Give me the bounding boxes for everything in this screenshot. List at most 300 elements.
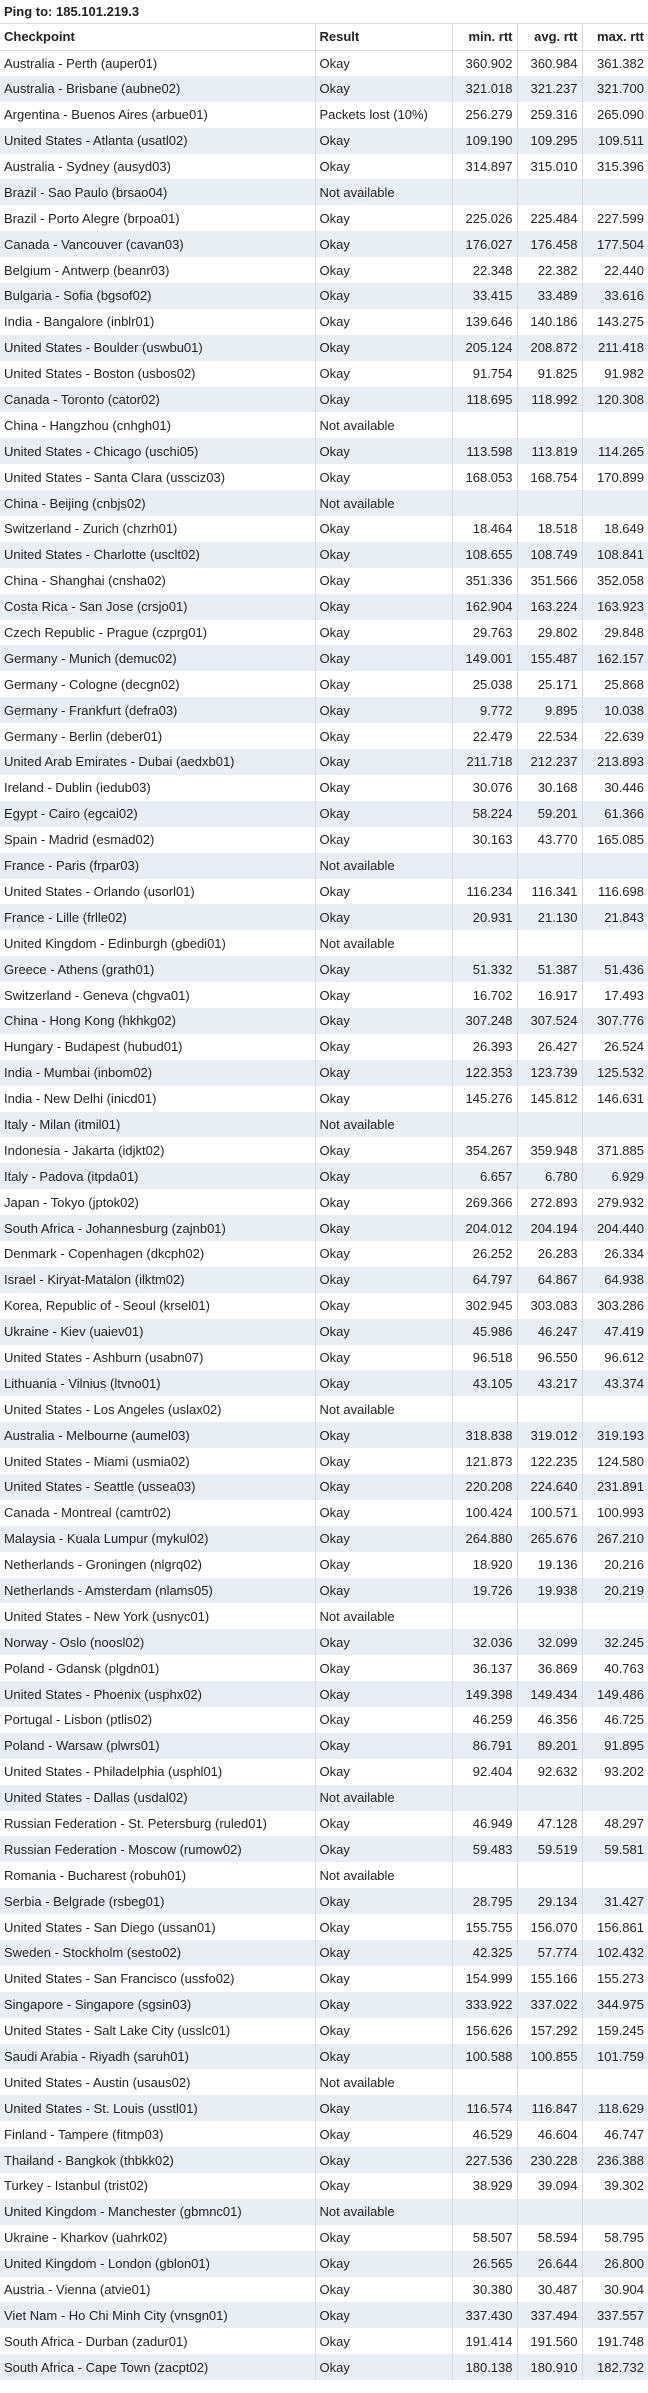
table-row: [0, 542, 648, 568]
cell-checkpoint: United States - Charlotte (usclt02): [0, 542, 315, 568]
cell-avg-rtt: 9.895: [517, 697, 582, 723]
cell-avg-rtt: 321.237: [517, 76, 582, 102]
cell-avg-rtt: 208.872: [517, 335, 582, 361]
cell-avg-rtt: 25.171: [517, 671, 582, 697]
cell-result: Okay: [315, 723, 452, 749]
table-row: [0, 749, 648, 775]
cell-avg-rtt: 155.166: [517, 1966, 582, 1992]
cell-result: Okay: [315, 76, 452, 102]
table-row: [0, 930, 648, 956]
table-row: [0, 1396, 648, 1422]
cell-result: Okay: [315, 1163, 452, 1189]
table-row: [0, 1914, 648, 1940]
table-row: [0, 2044, 648, 2070]
cell-min-rtt: 59.483: [452, 1836, 517, 1862]
cell-max-rtt: 25.868: [604, 676, 644, 692]
cell-min-rtt: 354.267: [452, 1137, 517, 1163]
cell-max-rtt: 227.599: [597, 210, 644, 226]
table-row: [0, 205, 648, 231]
cell-result: Okay: [315, 827, 452, 853]
cell-max-rtt: 48.297: [604, 1816, 644, 1831]
cell-avg-rtt: 30.487: [517, 2277, 582, 2303]
cell-max-rtt: 64.938: [604, 1272, 644, 1288]
table-row: [0, 1112, 648, 1138]
cell-max-rtt: 344.975: [597, 1997, 644, 2013]
table-row: [0, 2069, 648, 2095]
table-row: [0, 1345, 648, 1371]
header-max-rtt: max. rtt: [582, 24, 648, 50]
table-row: [0, 1319, 648, 1345]
cell-checkpoint: United Kingdom - Manchester (gbmnc01): [0, 2199, 315, 2225]
cell-result: Not available: [315, 930, 452, 956]
cell-avg-rtt: 319.012: [517, 1422, 582, 1448]
cell-min-rtt: 211.718: [452, 749, 517, 775]
cell-result: Okay: [315, 335, 452, 361]
cell-result: Okay: [315, 542, 452, 568]
table-row: [0, 2018, 648, 2044]
cell-checkpoint: Poland - Warsaw (plwrs01): [0, 1733, 315, 1759]
cell-max-rtt: [582, 2069, 648, 2095]
cell-avg-rtt: 145.812: [517, 1086, 582, 1112]
cell-max-rtt: 33.616: [604, 288, 644, 304]
table-row: [0, 1888, 648, 1914]
table-row: [0, 1681, 648, 1707]
cell-checkpoint: Sweden - Stockholm (sesto02): [0, 1940, 315, 1966]
cell-min-rtt: 92.404: [452, 1759, 517, 1785]
cell-max-rtt: 22.440: [604, 262, 644, 278]
cell-result: Okay: [315, 2302, 452, 2328]
table-row: [0, 1940, 648, 1966]
cell-avg-rtt: [517, 2199, 582, 2225]
table-row: [0, 2147, 648, 2173]
cell-min-rtt: 18.920: [452, 1552, 517, 1578]
cell-avg-rtt: 351.566: [517, 568, 582, 594]
cell-min-rtt: 220.208: [452, 1474, 517, 1500]
cell-max-rtt: 211.418: [597, 340, 644, 356]
cell-checkpoint: Thailand - Bangkok (thbkk02): [0, 2147, 315, 2173]
cell-result: Okay: [315, 1422, 452, 1448]
cell-avg-rtt: 118.992: [517, 387, 582, 413]
table-row: [0, 1293, 648, 1319]
cell-avg-rtt: 91.825: [517, 361, 582, 387]
cell-avg-rtt: 157.292: [517, 2018, 582, 2044]
cell-max-rtt: 371.885: [597, 1142, 644, 1158]
cell-checkpoint: India - Mumbai (inbom02): [0, 1060, 315, 1086]
cell-min-rtt: 264.880: [452, 1526, 517, 1552]
cell-checkpoint: Serbia - Belgrade (rsbeg01): [0, 1888, 315, 1914]
table-row: [0, 645, 648, 671]
cell-max-rtt: 303.286: [597, 1298, 644, 1314]
cell-max-rtt: 51.436: [604, 961, 644, 977]
cell-avg-rtt: 140.186: [517, 309, 582, 335]
cell-min-rtt: 149.398: [452, 1681, 517, 1707]
cell-checkpoint: Germany - Munich (demuc02): [0, 645, 315, 671]
cell-min-rtt: 321.018: [452, 76, 517, 102]
cell-result: Not available: [315, 1396, 452, 1422]
cell-avg-rtt: [517, 412, 582, 438]
cell-min-rtt: 19.726: [452, 1578, 517, 1604]
table-row: [0, 1862, 648, 1888]
table-row: [0, 1500, 648, 1526]
cell-avg-rtt: 43.217: [517, 1370, 582, 1396]
cell-min-rtt: 156.626: [452, 2018, 517, 2044]
cell-checkpoint: Switzerland - Zurich (chzrh01): [0, 516, 315, 542]
cell-max-rtt: 213.893: [597, 754, 644, 770]
cell-min-rtt: 58.507: [452, 2225, 517, 2251]
table-row: [0, 2121, 648, 2147]
cell-checkpoint: China - Hangzhou (cnhgh01): [0, 412, 315, 438]
table-row: [0, 438, 648, 464]
cell-checkpoint: United States - Boston (usbos02): [0, 361, 315, 387]
cell-checkpoint: United States - San Diego (ussan01): [0, 1914, 315, 1940]
table-row: [0, 853, 648, 879]
table-row: [0, 128, 648, 154]
cell-max-rtt: 26.334: [604, 1246, 644, 1262]
cell-avg-rtt: 204.194: [517, 1215, 582, 1241]
cell-max-rtt: 39.302: [604, 2178, 644, 2194]
cell-max-rtt: 6.929: [611, 1168, 644, 1184]
table-row: [0, 1836, 648, 1862]
cell-checkpoint: Israel - Kiryat-Matalon (ilktm02): [0, 1267, 315, 1293]
cell-min-rtt: 307.248: [452, 1008, 517, 1034]
cell-checkpoint: United States - New York (usnyc01): [0, 1603, 315, 1629]
cell-avg-rtt: 230.228: [517, 2147, 582, 2173]
cell-checkpoint: China - Hong Kong (hkhkg02): [0, 1008, 315, 1034]
cell-max-rtt: 31.427: [604, 1893, 644, 1909]
cell-checkpoint: United States - Miami (usmia02): [0, 1448, 315, 1474]
cell-max-rtt: 116.698: [597, 883, 644, 899]
cell-max-rtt: 231.891: [597, 1479, 644, 1495]
cell-checkpoint: United States - Santa Clara (ussciz03): [0, 464, 315, 490]
cell-max-rtt: 124.580: [597, 1453, 644, 1469]
cell-result: Okay: [315, 1034, 452, 1060]
cell-max-rtt: 191.748: [597, 2333, 644, 2349]
cell-avg-rtt: 176.458: [517, 231, 582, 257]
cell-avg-rtt: 64.867: [517, 1267, 582, 1293]
table-row: [0, 1811, 648, 1837]
cell-checkpoint: South Africa - Johannesburg (zajnb01): [0, 1215, 315, 1241]
cell-max-rtt: 165.085: [597, 832, 644, 848]
cell-result: Okay: [315, 2328, 452, 2354]
cell-max-rtt: 17.493: [604, 987, 644, 1003]
cell-avg-rtt: 51.387: [517, 956, 582, 982]
cell-min-rtt: 96.518: [452, 1345, 517, 1371]
cell-min-rtt: 26.565: [452, 2251, 517, 2277]
cell-result: Okay: [315, 438, 452, 464]
cell-result: Okay: [315, 2225, 452, 2251]
cell-avg-rtt: [517, 1603, 582, 1629]
cell-avg-rtt: 149.434: [517, 1681, 582, 1707]
cell-max-rtt: 159.245: [597, 2023, 644, 2039]
table-row: [0, 516, 648, 542]
table-row: [0, 1370, 648, 1396]
cell-checkpoint: United States - Seattle (ussea03): [0, 1474, 315, 1500]
cell-max-rtt: 108.841: [597, 547, 644, 563]
cell-result: Okay: [315, 1940, 452, 1966]
cell-max-rtt: 29.848: [604, 625, 644, 641]
table-row: [0, 1267, 648, 1293]
cell-avg-rtt: [517, 1112, 582, 1138]
cell-checkpoint: Hungary - Budapest (hubud01): [0, 1034, 315, 1060]
cell-min-rtt: 6.657: [452, 1163, 517, 1189]
cell-avg-rtt: 307.524: [517, 1008, 582, 1034]
cell-min-rtt: 113.598: [452, 438, 517, 464]
cell-result: Not available: [315, 1112, 452, 1138]
cell-avg-rtt: 26.644: [517, 2251, 582, 2277]
cell-avg-rtt: 19.136: [517, 1552, 582, 1578]
cell-checkpoint: Norway - Oslo (noosl02): [0, 1629, 315, 1655]
cell-min-rtt: 176.027: [452, 231, 517, 257]
cell-checkpoint: United States - Salt Lake City (usslc01): [0, 2018, 315, 2044]
cell-max-rtt: [582, 1396, 648, 1422]
cell-min-rtt: 100.424: [452, 1500, 517, 1526]
cell-max-rtt: 47.419: [604, 1324, 644, 1340]
table-row: [0, 102, 648, 128]
cell-checkpoint: India - New Delhi (inicd01): [0, 1086, 315, 1112]
cell-checkpoint: Italy - Padova (itpda01): [0, 1163, 315, 1189]
cell-avg-rtt: 259.316: [517, 102, 582, 128]
cell-min-rtt: 22.348: [452, 257, 517, 283]
table-row: [0, 335, 648, 361]
cell-result: Okay: [315, 1836, 452, 1862]
cell-result: Okay: [315, 50, 452, 76]
cell-result: Okay: [315, 594, 452, 620]
cell-checkpoint: Switzerland - Geneva (chgva01): [0, 982, 315, 1008]
table-row: [0, 827, 648, 853]
cell-avg-rtt: 18.518: [517, 516, 582, 542]
cell-result: Okay: [315, 2251, 452, 2277]
cell-max-rtt: 22.639: [604, 728, 644, 744]
cell-avg-rtt: 96.550: [517, 1345, 582, 1371]
cell-min-rtt: 46.949: [452, 1811, 517, 1837]
cell-max-rtt: 143.275: [597, 314, 644, 330]
cell-max-rtt: 93.202: [604, 1764, 644, 1780]
cell-result: Okay: [315, 1629, 452, 1655]
cell-max-rtt: 146.631: [597, 1091, 644, 1107]
cell-checkpoint: Lithuania - Vilnius (ltvno01): [0, 1370, 315, 1396]
cell-max-rtt: 114.265: [597, 443, 644, 459]
cell-result: Okay: [315, 671, 452, 697]
cell-checkpoint: Ireland - Dublin (iedub03): [0, 775, 315, 801]
cell-avg-rtt: 113.819: [517, 438, 582, 464]
cell-min-rtt: 360.902: [452, 50, 517, 76]
cell-max-rtt: 30.904: [604, 2282, 644, 2298]
cell-min-rtt: 91.754: [452, 361, 517, 387]
cell-result: Okay: [315, 775, 452, 801]
cell-checkpoint: United Kingdom - Edinburgh (gbedi01): [0, 930, 315, 956]
cell-result: Okay: [315, 1552, 452, 1578]
cell-result: Okay: [315, 2277, 452, 2303]
cell-min-rtt: 32.036: [452, 1629, 517, 1655]
cell-min-rtt: 145.276: [452, 1086, 517, 1112]
cell-avg-rtt: [517, 1785, 582, 1811]
cell-result: Okay: [315, 1888, 452, 1914]
cell-min-rtt: 100.588: [452, 2044, 517, 2070]
cell-checkpoint: Finland - Tampere (fitmp03): [0, 2121, 315, 2147]
cell-max-rtt: [582, 2199, 648, 2225]
table-row: [0, 154, 648, 180]
cell-checkpoint: United States - San Francisco (ussfo02): [0, 1966, 315, 1992]
cell-max-rtt: 125.532: [597, 1065, 644, 1081]
cell-result: Okay: [315, 749, 452, 775]
cell-result: Okay: [315, 2354, 452, 2380]
cell-avg-rtt: 22.534: [517, 723, 582, 749]
cell-checkpoint: China - Shanghai (cnsha02): [0, 568, 315, 594]
cell-max-rtt: 361.382: [597, 55, 644, 71]
cell-checkpoint: Brazil - Porto Alegre (brpoa01): [0, 205, 315, 231]
table-row: [0, 2173, 648, 2199]
cell-min-rtt: 205.124: [452, 335, 517, 361]
cell-checkpoint: China - Beijing (cnbjs02): [0, 490, 315, 516]
cell-min-rtt: 333.922: [452, 1992, 517, 2018]
cell-min-rtt: 28.795: [452, 1888, 517, 1914]
table-row: [0, 1552, 648, 1578]
cell-checkpoint: Korea, Republic of - Seoul (krsel01): [0, 1293, 315, 1319]
cell-result: Okay: [315, 620, 452, 646]
cell-avg-rtt: 26.283: [517, 1241, 582, 1267]
cell-result: Okay: [315, 464, 452, 490]
cell-result: Okay: [315, 904, 452, 930]
cell-checkpoint: Japan - Tokyo (jptok02): [0, 1189, 315, 1215]
cell-min-rtt: 26.393: [452, 1034, 517, 1060]
cell-max-rtt: 236.388: [597, 2152, 644, 2168]
cell-checkpoint: Canada - Toronto (cator02): [0, 387, 315, 413]
cell-result: Okay: [315, 154, 452, 180]
cell-min-rtt: [452, 1862, 517, 1888]
cell-checkpoint: France - Paris (frpar03): [0, 853, 315, 879]
cell-min-rtt: 22.479: [452, 723, 517, 749]
cell-result: Okay: [315, 879, 452, 905]
table-row: [0, 464, 648, 490]
cell-max-rtt: 21.843: [604, 909, 644, 925]
cell-max-rtt: 163.923: [597, 599, 644, 615]
cell-avg-rtt: 57.774: [517, 1940, 582, 1966]
cell-min-rtt: 42.325: [452, 1940, 517, 1966]
table-row: [0, 1086, 648, 1112]
cell-checkpoint: Brazil - Sao Paulo (brsao04): [0, 179, 315, 205]
cell-max-rtt: [582, 930, 648, 956]
table-row: [0, 283, 648, 309]
table-row: [0, 1707, 648, 1733]
cell-min-rtt: 302.945: [452, 1293, 517, 1319]
cell-result: Packets lost (10%): [315, 102, 452, 128]
cell-result: Okay: [315, 801, 452, 827]
cell-min-rtt: 18.464: [452, 516, 517, 542]
cell-avg-rtt: 122.235: [517, 1448, 582, 1474]
cell-checkpoint: Germany - Cologne (decgn02): [0, 671, 315, 697]
cell-result: Okay: [315, 1681, 452, 1707]
cell-max-rtt: 61.366: [604, 806, 644, 822]
cell-max-rtt: 149.486: [597, 1686, 644, 1702]
cell-checkpoint: Australia - Perth (auper01): [0, 50, 315, 76]
cell-result: Not available: [315, 2199, 452, 2225]
cell-min-rtt: 149.001: [452, 645, 517, 671]
cell-result: Okay: [315, 205, 452, 231]
cell-result: Okay: [315, 1759, 452, 1785]
cell-result: Okay: [315, 1370, 452, 1396]
cell-min-rtt: 16.702: [452, 982, 517, 1008]
cell-result: Okay: [315, 1966, 452, 1992]
cell-min-rtt: 109.190: [452, 128, 517, 154]
cell-max-rtt: 315.396: [597, 159, 644, 174]
cell-avg-rtt: 59.519: [517, 1836, 582, 1862]
cell-min-rtt: 269.366: [452, 1189, 517, 1215]
table-row: [0, 1163, 648, 1189]
cell-max-rtt: 156.861: [597, 1919, 644, 1935]
cell-max-rtt: 100.993: [597, 1505, 644, 1521]
table-row: [0, 50, 648, 76]
table-row: [0, 2199, 648, 2225]
cell-min-rtt: [452, 179, 517, 205]
cell-min-rtt: 116.234: [452, 879, 517, 905]
cell-min-rtt: 86.791: [452, 1733, 517, 1759]
cell-checkpoint: Belgium - Antwerp (beanr03): [0, 257, 315, 283]
cell-result: Not available: [315, 412, 452, 438]
cell-result: Not available: [315, 179, 452, 205]
cell-result: Okay: [315, 309, 452, 335]
cell-min-rtt: [452, 1112, 517, 1138]
cell-checkpoint: Russian Federation - Moscow (rumow02): [0, 1836, 315, 1862]
table-row: [0, 1189, 648, 1215]
cell-avg-rtt: 337.022: [517, 1992, 582, 2018]
cell-result: Okay: [315, 645, 452, 671]
cell-avg-rtt: 22.382: [517, 257, 582, 283]
header-avg-rtt: avg. rtt: [517, 24, 582, 50]
cell-result: Okay: [315, 2147, 452, 2173]
cell-avg-rtt: 100.855: [517, 2044, 582, 2070]
cell-avg-rtt: 359.948: [517, 1137, 582, 1163]
cell-min-rtt: 38.929: [452, 2173, 517, 2199]
cell-checkpoint: South Africa - Cape Town (zacpt02): [0, 2354, 315, 2380]
cell-checkpoint: Turkey - Istanbul (trist02): [0, 2173, 315, 2199]
cell-result: Not available: [315, 2069, 452, 2095]
cell-result: Okay: [315, 1086, 452, 1112]
table-row: [0, 257, 648, 283]
cell-checkpoint: Ukraine - Kiev (uaiev01): [0, 1319, 315, 1345]
cell-result: Okay: [315, 1578, 452, 1604]
cell-min-rtt: 122.353: [452, 1060, 517, 1086]
cell-checkpoint: Netherlands - Groningen (nlgrq02): [0, 1552, 315, 1578]
cell-max-rtt: [582, 1603, 648, 1629]
cell-result: Okay: [315, 1215, 452, 1241]
cell-checkpoint: United States - Orlando (usorl01): [0, 879, 315, 905]
cell-min-rtt: 155.755: [452, 1914, 517, 1940]
cell-min-rtt: 204.012: [452, 1215, 517, 1241]
cell-checkpoint: United Kingdom - London (gblon01): [0, 2251, 315, 2277]
cell-max-rtt: [582, 1112, 648, 1138]
cell-checkpoint: Netherlands - Amsterdam (nlams05): [0, 1578, 315, 1604]
cell-min-rtt: 121.873: [452, 1448, 517, 1474]
cell-avg-rtt: 30.168: [517, 775, 582, 801]
cell-avg-rtt: 46.604: [517, 2121, 582, 2147]
cell-avg-rtt: 6.780: [517, 1163, 582, 1189]
cell-avg-rtt: 89.201: [517, 1733, 582, 1759]
table-row: [0, 1008, 648, 1034]
cell-min-rtt: [452, 853, 517, 879]
table-row: [0, 2251, 648, 2277]
cell-avg-rtt: 36.869: [517, 1655, 582, 1681]
cell-min-rtt: [452, 490, 517, 516]
cell-result: Not available: [315, 1862, 452, 1888]
cell-max-rtt: 352.058: [597, 573, 644, 589]
cell-checkpoint: Germany - Berlin (deber01): [0, 723, 315, 749]
cell-avg-rtt: 191.560: [517, 2328, 582, 2354]
table-row: [0, 2328, 648, 2354]
table-row: [0, 2302, 648, 2328]
table-row: [0, 1422, 648, 1448]
cell-avg-rtt: 265.676: [517, 1526, 582, 1552]
cell-max-rtt: 177.504: [597, 236, 644, 252]
